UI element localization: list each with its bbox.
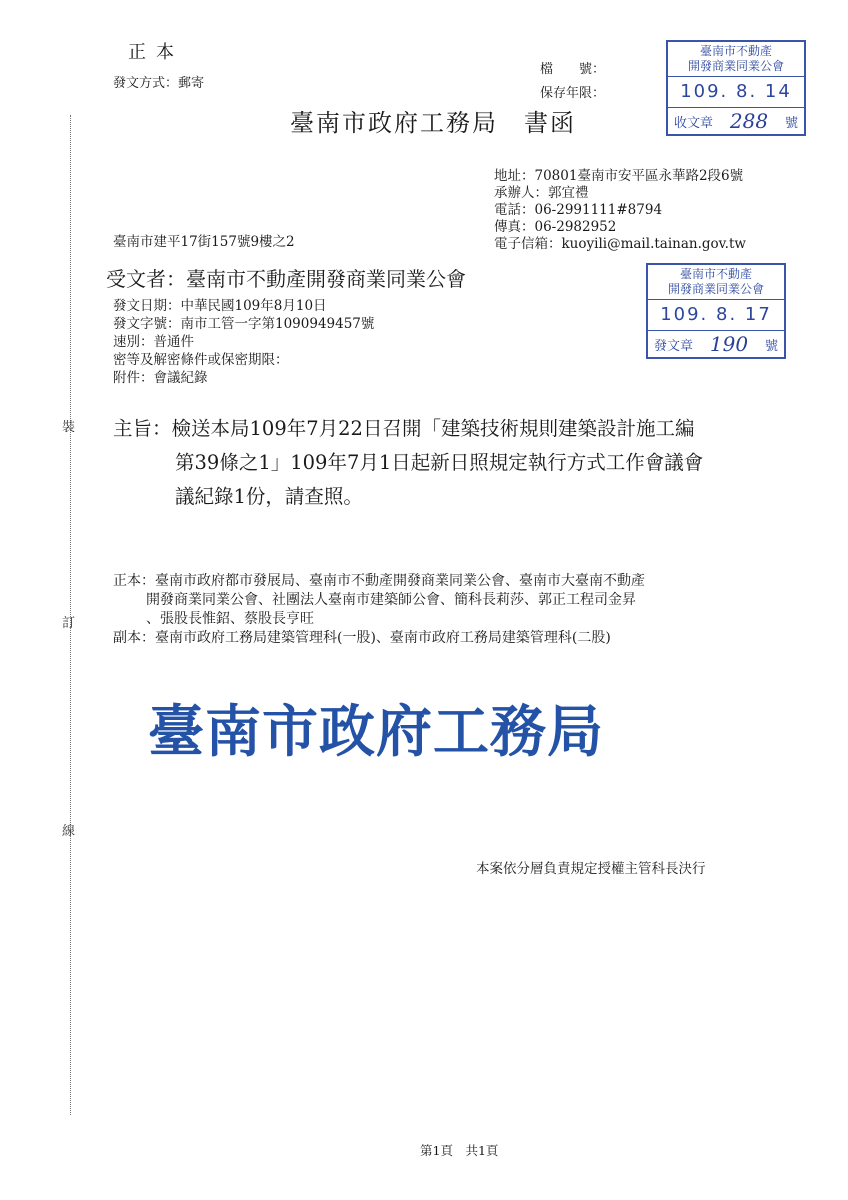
- recipient-address: 臺南市建平17街157號9樓之2: [113, 234, 295, 250]
- stamp-label: 收文章: [674, 115, 714, 131]
- contact-email: 電子信箱：kuoyili@mail.tainan.gov.tw: [494, 236, 746, 252]
- stamp-org-line1: 臺南市不動產: [699, 44, 772, 58]
- stamp-date: 109. 8. 17: [648, 300, 784, 331]
- receipt-stamp: [666, 40, 806, 136]
- retention-period-label: 保存年限：: [540, 86, 606, 101]
- subject-line-1: 主旨：檢送本局109年7月22日召開「建築技術規則建築設計施工編: [113, 417, 695, 440]
- speed-class: 速別：普通件: [113, 334, 194, 350]
- document-number: 發文字號：南市工管一字第1090949457號: [113, 316, 375, 332]
- secrecy-level: 密等及解密條件或保密期限：: [113, 352, 289, 368]
- stamp-number: 190: [709, 332, 749, 356]
- main-recipients-line-1: 正本：臺南市政府都市發展局、臺南市不動產開發商業同業公會、臺南市大臺南不動產: [113, 573, 645, 589]
- document-title: 臺南市政府工務局 書函: [290, 109, 576, 137]
- contact-info: [494, 168, 746, 253]
- stamp-label: 發文章: [654, 338, 694, 354]
- contact-officer: 承辦人：郭宜禮: [494, 185, 589, 201]
- stamp-header: [648, 265, 784, 300]
- subject-line-3: 議紀錄1份，請查照。: [175, 485, 363, 508]
- stamp-suffix: 號: [764, 338, 778, 354]
- binding-char-xian: 線: [62, 824, 76, 839]
- dispatch-stamp: [646, 263, 786, 359]
- send-method: 發文方式：郵寄: [113, 76, 205, 91]
- stamp-number: 288: [729, 109, 769, 133]
- file-number-label: 檔 號：: [540, 62, 606, 77]
- contact-address: 地址：70801臺南市安平區永華路2段6號: [494, 168, 744, 184]
- stamp-date: 109. 8. 14: [668, 77, 804, 108]
- distribution-list: [113, 572, 645, 648]
- copy-mark: 正本: [128, 42, 184, 63]
- official-seal: 臺南市政府工務局: [148, 700, 604, 765]
- stamp-org-line2: 開發商業同業公會: [687, 59, 784, 73]
- page-number: 第1頁 共1頁: [420, 1143, 499, 1158]
- stamp-suffix: 號: [784, 115, 798, 131]
- attachment: 附件：會議紀錄: [113, 370, 208, 386]
- delegation-note: 本案依分層負責規定授權主管科長決行: [476, 861, 706, 877]
- subject: [113, 412, 703, 514]
- stamp-footer: [648, 331, 784, 357]
- binding-char-ding: 訂: [62, 616, 76, 631]
- document-meta: [113, 297, 374, 387]
- main-recipients-line-3: 、張股長惟鉊、蔡股長亨旺: [146, 611, 314, 627]
- issue-date: 發文日期：中華民國109年8月10日: [113, 298, 327, 314]
- stamp-org-line1: 臺南市不動產: [679, 267, 752, 281]
- stamp-org-line2: 開發商業同業公會: [667, 282, 764, 296]
- recipient: 受文者：臺南市不動產開發商業同業公會: [106, 267, 466, 291]
- binding-char-zhuang: 裝: [62, 420, 76, 435]
- copy-recipients: 副本：臺南市政府工務局建築管理科(一股)、臺南市政府工務局建築管理科(二股): [113, 630, 611, 646]
- main-recipients-line-2: 開發商業同業公會、社團法人臺南市建築師公會、簡科長莉莎、郭正工程司金昇: [146, 592, 636, 608]
- contact-phone: 電話：06-2991111#8794: [494, 202, 663, 218]
- stamp-header: [668, 42, 804, 77]
- stamp-footer: [668, 108, 804, 134]
- subject-line-2: 第39條之1」109年7月1日起新日照規定執行方式工作會議會: [175, 451, 704, 474]
- contact-fax: 傳真：06-2982952: [494, 219, 617, 235]
